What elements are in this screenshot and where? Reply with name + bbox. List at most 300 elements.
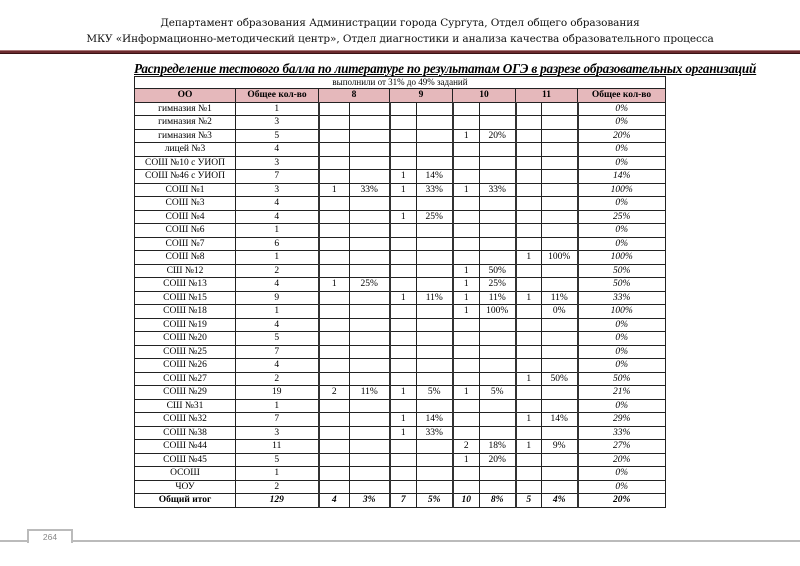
grade-10-count [453,332,480,346]
grade-9-percent [417,129,453,143]
grade-11-percent [542,332,578,346]
org-total-count: 3 [236,116,319,130]
grade-11-count: 1 [516,440,542,454]
org-total-count: 4 [236,359,319,373]
grade-8-count [319,129,350,143]
table-subtitle: выполнили от 31% до 49% заданий [135,77,666,89]
document-title: Распределение тестового балла по литературе по результатам ОГЭ в разрезе образовательных организаций [134,61,757,76]
org-name: СОШ №38 [135,426,236,440]
org-name: ОСОШ [135,467,236,481]
grade-11-percent [542,143,578,157]
grade-11-percent [542,278,578,292]
org-total-percent: 0% [578,399,666,413]
grade-11-count [516,197,542,211]
grade-8-percent [350,345,390,359]
grade-11-percent [542,399,578,413]
grade-11-count [516,359,542,373]
org-total-percent: 21% [578,386,666,400]
org-total-percent: 0% [578,345,666,359]
grade-11-percent: 9% [542,440,578,454]
grade-11-count [516,278,542,292]
grade-11-count: 1 [516,372,542,386]
grade-8-count [319,170,350,184]
table-row [135,291,666,305]
grade-9-count: 1 [390,426,417,440]
grade-10-count: 1 [453,453,480,467]
grade-8-count [319,305,350,319]
org-total-count: 3 [236,426,319,440]
org-total-count: 1 [236,467,319,481]
grade-10-count: 1 [453,291,480,305]
org-total-percent: 0% [578,237,666,251]
grade-11-percent [542,359,578,373]
org-total-count: 3 [236,183,319,197]
table-row [135,305,666,319]
org-name: СШ №31 [135,399,236,413]
grade-8-percent [350,102,390,116]
grade-10-percent: 11% [480,291,516,305]
grade-10-percent [480,426,516,440]
total-grade-11-percent: 4% [542,494,578,508]
org-total-percent: 29% [578,413,666,427]
grade-8-percent [350,237,390,251]
grade-9-count [390,156,417,170]
org-name: СОШ №4 [135,210,236,224]
org-total-percent: 0% [578,480,666,494]
grade-8-count [319,413,350,427]
grade-11-percent [542,426,578,440]
grade-9-count: 1 [390,413,417,427]
grade-11-count [516,237,542,251]
org-total-percent: 0% [578,318,666,332]
grade-10-percent [480,102,516,116]
grade-8-count [319,372,350,386]
grade-9-count [390,440,417,454]
grade-10-count [453,143,480,157]
grade-8-percent [350,372,390,386]
grade-10-percent [480,399,516,413]
grade-10-count [453,372,480,386]
table-row [135,467,666,481]
grade-9-count [390,197,417,211]
org-name: СОШ №3 [135,197,236,211]
grade-10-count [453,116,480,130]
grade-11-percent [542,264,578,278]
org-name: лицей №3 [135,143,236,157]
grade-8-count [319,102,350,116]
org-name: СОШ №27 [135,372,236,386]
grade-10-count [453,102,480,116]
grade-10-percent [480,318,516,332]
grade-9-count [390,278,417,292]
grade-11-percent [542,480,578,494]
table-row [135,480,666,494]
results-table [134,76,666,508]
org-name: СОШ №44 [135,440,236,454]
grade-10-count [453,197,480,211]
org-total-count: 4 [236,210,319,224]
grade-11-percent: 11% [542,291,578,305]
org-name: СОШ №18 [135,305,236,319]
column-header-grade-10: 10 [453,89,516,103]
total-grade-9-percent: 5% [417,494,453,508]
org-total-percent: 0% [578,197,666,211]
total-grade-11-count: 5 [516,494,542,508]
org-total-count: 7 [236,413,319,427]
grade-9-percent: 25% [417,210,453,224]
table-row [135,210,666,224]
grade-10-count: 1 [453,305,480,319]
grade-8-count [319,210,350,224]
grade-10-count [453,399,480,413]
grade-8-percent [350,305,390,319]
grade-11-count [516,143,542,157]
grade-8-percent [350,318,390,332]
grade-11-count [516,183,542,197]
grade-9-percent: 33% [417,426,453,440]
org-total-percent: 0% [578,143,666,157]
grade-10-count [453,359,480,373]
grade-8-count [319,291,350,305]
org-name: СОШ №20 [135,332,236,346]
grade-8-count [319,345,350,359]
grade-11-percent [542,237,578,251]
org-total-percent: 0% [578,332,666,346]
org-total-percent: 50% [578,372,666,386]
grade-11-count [516,318,542,332]
table-row [135,170,666,184]
grade-11-percent [542,116,578,130]
org-total-percent: 20% [578,453,666,467]
grade-10-count [453,156,480,170]
column-header-grade-9: 9 [390,89,453,103]
grade-9-percent [417,251,453,265]
grade-10-count [453,318,480,332]
grade-9-percent [417,372,453,386]
org-total-percent: 25% [578,210,666,224]
org-name: СОШ №15 [135,291,236,305]
org-name: СОШ №7 [135,237,236,251]
org-total-count: 1 [236,305,319,319]
total-grade-10-count: 10 [453,494,480,508]
org-total-percent: 0% [578,224,666,238]
grade-10-percent [480,359,516,373]
grade-8-percent [350,116,390,130]
grade-10-percent [480,413,516,427]
org-total-count: 5 [236,332,319,346]
grade-9-percent [417,264,453,278]
grade-11-count [516,116,542,130]
grade-9-count: 1 [390,210,417,224]
grade-11-count [516,386,542,400]
grade-9-count [390,264,417,278]
table-row [135,318,666,332]
grade-9-count: 1 [390,170,417,184]
grade-8-percent [350,264,390,278]
org-name: СОШ №10 с УИОП [135,156,236,170]
grade-11-count: 1 [516,251,542,265]
org-total-percent: 50% [578,278,666,292]
grade-11-percent [542,467,578,481]
org-name: СОШ №26 [135,359,236,373]
org-total-count: 7 [236,345,319,359]
grade-11-percent [542,210,578,224]
org-total-percent: 0% [578,359,666,373]
grade-9-count [390,318,417,332]
department-header-line: Департамент образования Администрации города Сургута, Отдел общего образования [160,17,640,29]
table-row [135,413,666,427]
grade-9-percent [417,318,453,332]
grade-11-count [516,156,542,170]
grade-8-percent [350,156,390,170]
grade-11-count [516,480,542,494]
grade-11-percent [542,318,578,332]
grade-8-count [319,318,350,332]
table-row [135,237,666,251]
org-total-count: 5 [236,453,319,467]
grade-8-count [319,359,350,373]
grade-9-percent [417,116,453,130]
grade-8-count [319,264,350,278]
grade-10-percent: 33% [480,183,516,197]
total-grade-8-count: 4 [319,494,350,508]
total-org-name: Общий итог [135,494,236,508]
org-total-percent: 14% [578,170,666,184]
grade-9-count [390,332,417,346]
grade-10-percent [480,332,516,346]
grade-9-percent: 11% [417,291,453,305]
grade-9-count [390,116,417,130]
table-row [135,102,666,116]
org-total-count: 1 [236,224,319,238]
org-name: СОШ №45 [135,453,236,467]
grade-8-count [319,453,350,467]
grade-9-percent [417,332,453,346]
column-header-grade-11: 11 [516,89,578,103]
grade-9-count: 1 [390,183,417,197]
org-total-count: 4 [236,197,319,211]
grade-8-count [319,440,350,454]
grade-8-count: 2 [319,386,350,400]
grade-8-count [319,480,350,494]
grade-9-percent [417,224,453,238]
org-total-count: 9 [236,291,319,305]
grade-11-count [516,170,542,184]
center-header-line: МКУ «Информационно-методический центр», Отдел диагностики и анализа качества образовательного процесса [86,33,714,45]
org-total-count: 1 [236,399,319,413]
grade-10-percent: 50% [480,264,516,278]
grade-8-percent: 25% [350,278,390,292]
grade-8-percent: 33% [350,183,390,197]
grade-9-percent [417,453,453,467]
table-row [135,197,666,211]
grade-9-count [390,453,417,467]
grade-8-percent [350,440,390,454]
grade-9-count [390,224,417,238]
grade-8-percent [350,426,390,440]
grade-8-count: 1 [319,278,350,292]
org-total-count: 5 [236,129,319,143]
org-total-count: 4 [236,318,319,332]
org-total-count: 11 [236,440,319,454]
org-total-percent: 0% [578,467,666,481]
grade-9-count [390,467,417,481]
grade-9-percent [417,399,453,413]
grade-10-percent: 25% [480,278,516,292]
org-name: СОШ №46 с УИОП [135,170,236,184]
grade-10-percent [480,116,516,130]
grade-11-count [516,224,542,238]
grade-11-count [516,332,542,346]
total-row [135,494,666,508]
grade-9-count [390,305,417,319]
grade-8-percent [350,332,390,346]
grade-8-count [319,116,350,130]
grade-8-count [319,224,350,238]
grade-10-count: 1 [453,278,480,292]
grade-10-percent [480,170,516,184]
grade-8-count [319,143,350,157]
grade-8-percent [350,480,390,494]
org-total-percent: 33% [578,426,666,440]
grade-11-count [516,129,542,143]
grade-9-percent: 14% [417,413,453,427]
table-row [135,224,666,238]
grade-9-count [390,399,417,413]
org-total-percent: 27% [578,440,666,454]
org-total-count: 6 [236,237,319,251]
org-total-percent: 100% [578,251,666,265]
grade-9-count [390,102,417,116]
grade-10-percent: 20% [480,453,516,467]
org-total-count: 3 [236,156,319,170]
column-header-grade-8: 8 [319,89,390,103]
org-total-percent: 0% [578,116,666,130]
page-number: 264 [27,529,73,543]
grade-9-percent [417,197,453,211]
footer-line-left [0,540,28,542]
grade-11-count [516,264,542,278]
grade-8-count [319,332,350,346]
grade-10-count [453,210,480,224]
org-name: гимназия №1 [135,102,236,116]
grade-9-count: 1 [390,386,417,400]
total-org-total-count: 129 [236,494,319,508]
org-total-count: 1 [236,251,319,265]
grade-10-percent [480,251,516,265]
org-total-percent: 20% [578,129,666,143]
org-total-percent: 33% [578,291,666,305]
grade-11-percent: 50% [542,372,578,386]
org-total-count: 2 [236,264,319,278]
grade-9-percent: 33% [417,183,453,197]
table-row [135,143,666,157]
grade-11-percent [542,183,578,197]
grade-8-percent [350,413,390,427]
org-name: СОШ №13 [135,278,236,292]
table-subtitle-row [135,77,666,89]
table-row [135,399,666,413]
table-row [135,426,666,440]
grade-8-count [319,237,350,251]
table-row [135,264,666,278]
grade-8-percent [350,453,390,467]
grade-8-count [319,399,350,413]
grade-10-percent: 5% [480,386,516,400]
grade-10-count: 1 [453,386,480,400]
grade-11-percent: 14% [542,413,578,427]
table-header-row [135,89,666,103]
grade-11-percent [542,197,578,211]
grade-8-count: 1 [319,183,350,197]
grade-10-percent [480,156,516,170]
org-total-percent: 50% [578,264,666,278]
grade-9-count: 1 [390,291,417,305]
grade-10-percent [480,372,516,386]
grade-9-percent [417,480,453,494]
grade-11-count [516,399,542,413]
org-total-count: 4 [236,143,319,157]
grade-8-percent [350,251,390,265]
grade-11-percent [542,102,578,116]
grade-10-count: 1 [453,183,480,197]
grade-9-count [390,480,417,494]
grade-10-count [453,170,480,184]
grade-9-percent [417,305,453,319]
table-row [135,129,666,143]
grade-11-percent [542,224,578,238]
total-org-total-percent: 20% [578,494,666,508]
grade-10-count [453,413,480,427]
column-header-total-percent: Общее кол-во [578,89,666,103]
org-name: СОШ №1 [135,183,236,197]
grade-10-count [453,237,480,251]
column-header-total-count: Общее кол-во [236,89,319,103]
org-name: СОШ №25 [135,345,236,359]
grade-11-count [516,305,542,319]
grade-10-percent: 18% [480,440,516,454]
grade-9-count [390,359,417,373]
table-row [135,453,666,467]
grade-10-count [453,426,480,440]
table-row [135,278,666,292]
grade-10-percent [480,467,516,481]
grade-10-count [453,480,480,494]
grade-11-count: 1 [516,413,542,427]
table-row [135,359,666,373]
grade-9-count [390,345,417,359]
grade-11-count [516,467,542,481]
grade-11-percent [542,156,578,170]
grade-10-count: 2 [453,440,480,454]
grade-10-count [453,345,480,359]
grade-9-percent: 5% [417,386,453,400]
grade-11-percent [542,386,578,400]
table-row [135,372,666,386]
org-total-count: 2 [236,480,319,494]
grade-10-percent: 20% [480,129,516,143]
total-grade-8-percent: 3% [350,494,390,508]
grade-9-percent [417,102,453,116]
grade-9-percent [417,156,453,170]
grade-8-count [319,467,350,481]
grade-10-percent [480,480,516,494]
grade-9-percent: 14% [417,170,453,184]
grade-8-percent [350,170,390,184]
org-name: СОШ №32 [135,413,236,427]
org-total-percent: 100% [578,305,666,319]
org-total-count: 19 [236,386,319,400]
